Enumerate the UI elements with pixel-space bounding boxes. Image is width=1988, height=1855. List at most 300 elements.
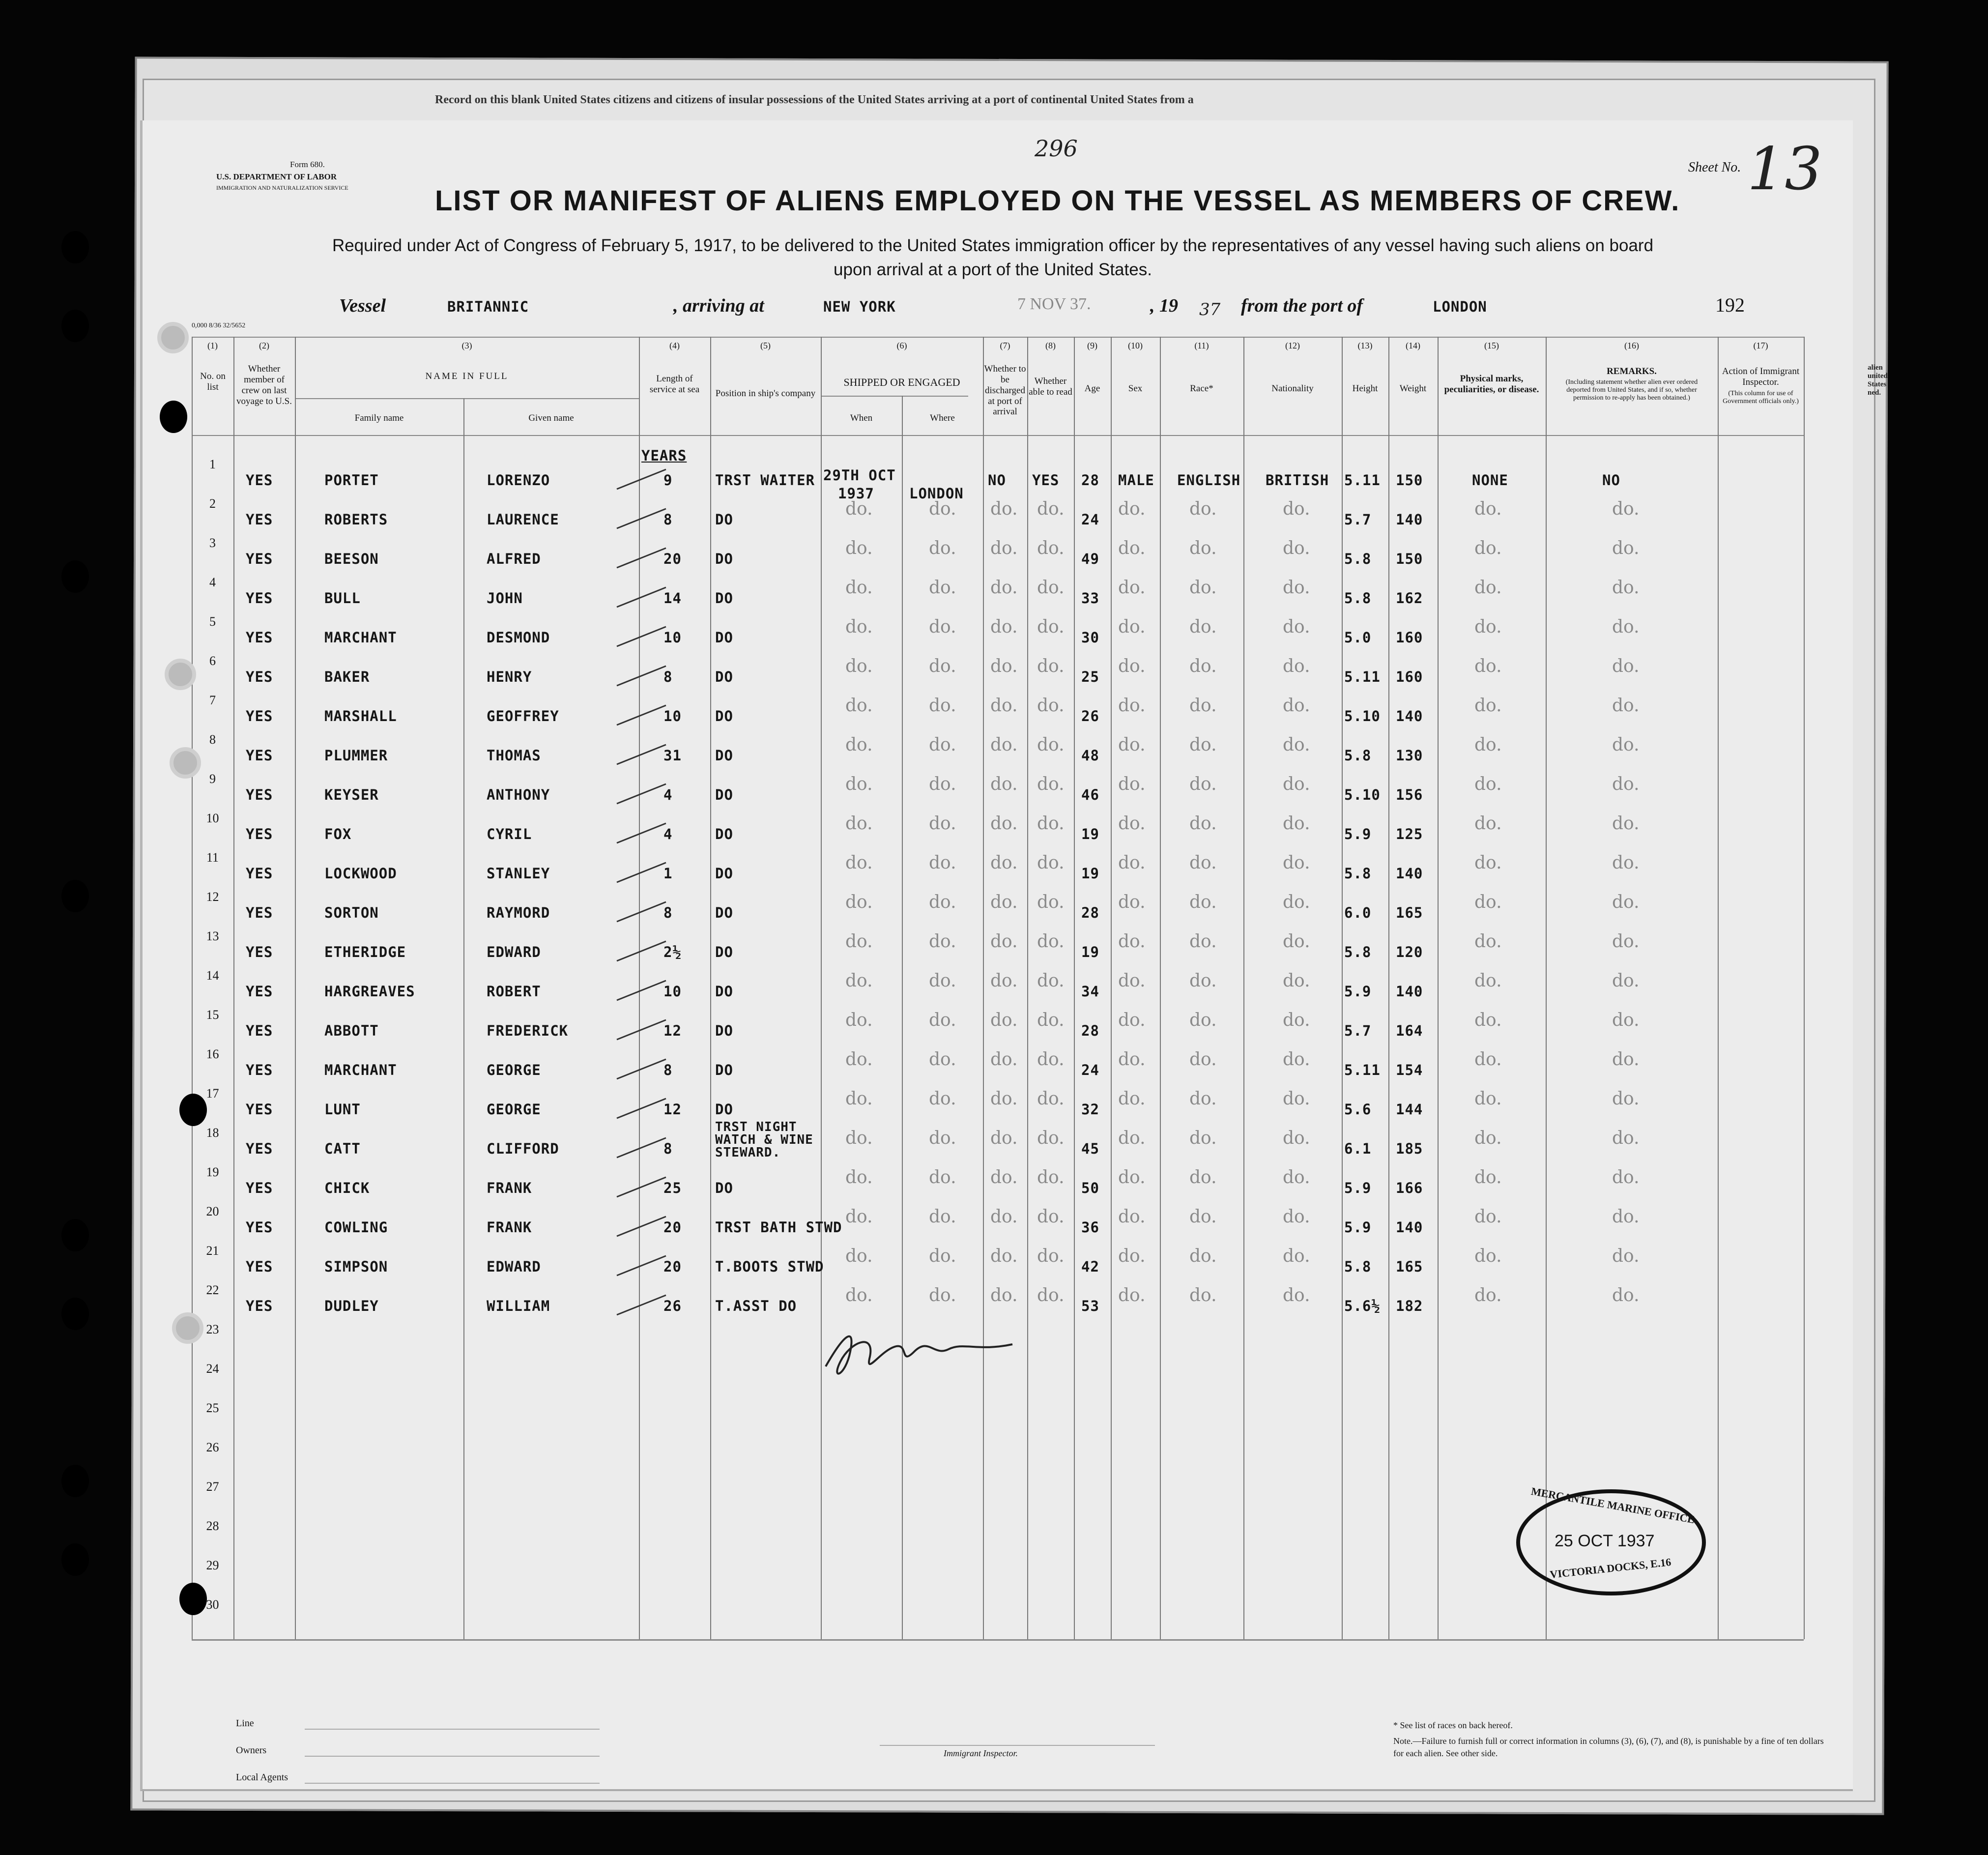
family-name: SORTON — [324, 904, 379, 921]
remarks: NO — [1602, 472, 1620, 489]
binder-ring-2 — [165, 659, 196, 690]
punch-hole-8 — [61, 1465, 89, 1497]
col-label-1: No. on list — [200, 371, 226, 392]
shipped-where-ditto: do. — [929, 774, 956, 794]
given-name: EDWARD — [487, 944, 541, 960]
col-label-10: Sex — [1128, 383, 1143, 394]
able-to-read-ditto: do. — [1037, 1128, 1065, 1148]
age: 19 — [1081, 826, 1099, 842]
nationality-ditto: do. — [1283, 1049, 1310, 1070]
row-number: 27 — [206, 1479, 219, 1494]
service-tick-mark — [614, 1096, 668, 1121]
height: 5.7 — [1344, 511, 1372, 528]
shipped-when-ditto: do. — [845, 1207, 873, 1227]
sex-ditto: do. — [1118, 735, 1146, 755]
crew-last-voyage: YES — [246, 786, 273, 803]
years-label: YEARS — [641, 447, 687, 464]
position: DO — [715, 1180, 733, 1196]
shipped-where-ditto: do. — [929, 1207, 956, 1227]
race-ditto: do. — [1189, 1285, 1217, 1305]
given-name: ROBERT — [487, 983, 541, 1000]
race-ditto: do. — [1189, 1167, 1217, 1188]
shipped-where-ditto: do. — [929, 1246, 956, 1266]
position: DO — [715, 944, 733, 960]
discharged-ditto: do. — [990, 853, 1018, 873]
row-number: 30 — [206, 1597, 219, 1612]
physical-marks-ditto: do. — [1474, 813, 1502, 834]
col-label-13: Height — [1352, 383, 1378, 394]
discharged-ditto: do. — [990, 1089, 1018, 1109]
physical-marks-ditto: do. — [1474, 971, 1502, 991]
col-num-7: (7) — [1000, 341, 1010, 350]
position: DO — [715, 551, 733, 567]
crew-last-voyage: YES — [246, 1101, 273, 1118]
shipped-where-ditto: do. — [929, 1049, 956, 1070]
col-rule-14 — [1243, 337, 1244, 1639]
able-to-read-ditto: do. — [1037, 735, 1065, 755]
height: 5.6 — [1344, 1101, 1372, 1118]
col-rule-13 — [1160, 337, 1161, 1639]
length-of-service: 20 — [663, 1258, 682, 1275]
remarks-ditto: do. — [1612, 696, 1640, 716]
discharged-ditto: do. — [990, 1049, 1018, 1070]
given-name: FRANK — [487, 1180, 532, 1196]
length-of-service: 26 — [663, 1298, 682, 1314]
length-of-service: 8 — [663, 1062, 673, 1078]
age: 34 — [1081, 983, 1099, 1000]
physical-marks-ditto: do. — [1474, 853, 1502, 873]
crew-last-voyage: YES — [246, 590, 273, 607]
col-num-8: (8) — [1045, 341, 1056, 350]
shipped-when-ditto: do. — [845, 931, 873, 952]
col-label-where: Where — [930, 413, 955, 423]
remarks-ditto: do. — [1612, 1128, 1640, 1148]
remarks-ditto: do. — [1612, 735, 1640, 755]
given-name: FRANK — [487, 1219, 532, 1236]
nationality-ditto: do. — [1283, 656, 1310, 676]
header-bottom-rule — [192, 435, 1804, 436]
col-rule-18 — [1546, 337, 1547, 1639]
height: 5.8 — [1344, 944, 1372, 960]
position: DO — [715, 590, 733, 607]
col-label-17: Action of Immigrant Inspector. — [1722, 366, 1800, 387]
family-name: ABBOTT — [324, 1022, 379, 1039]
given-name: JOHN — [487, 590, 523, 607]
row-number: 26 — [206, 1440, 219, 1454]
position: DO — [715, 629, 733, 646]
weight: 160 — [1396, 668, 1423, 685]
remarks-ditto: do. — [1612, 1207, 1640, 1227]
length-of-service: 31 — [663, 747, 682, 764]
height: 6.0 — [1344, 904, 1372, 921]
remarks-ditto: do. — [1612, 1167, 1640, 1188]
row-number: 21 — [206, 1244, 219, 1258]
height: 5.9 — [1344, 983, 1372, 1000]
family-name: ETHERIDGE — [324, 944, 406, 960]
col-label-6: SHIPPED OR ENGAGED — [843, 376, 960, 388]
given-name: HENRY — [487, 668, 532, 685]
punch-hole-7 — [61, 1298, 89, 1330]
col-num-17: (17) — [1753, 341, 1768, 350]
row-number: 7 — [209, 693, 216, 707]
weight: 164 — [1396, 1022, 1423, 1039]
shipped-where-ditto: do. — [929, 892, 956, 912]
col-num-4: (4) — [669, 341, 680, 350]
remarks-ditto: do. — [1612, 1049, 1640, 1070]
discharged-ditto: do. — [990, 813, 1018, 834]
age: 19 — [1081, 865, 1099, 882]
row-number: 6 — [209, 654, 216, 668]
family-name: MARCHANT — [324, 629, 397, 646]
discharged-ditto: do. — [990, 617, 1018, 637]
first-shipped-where: LONDON — [909, 485, 964, 502]
vessel-label: Vessel — [339, 295, 386, 316]
col-label-given: Given name — [528, 413, 574, 423]
race-ditto: do. — [1189, 656, 1217, 676]
physical-marks-ditto: do. — [1474, 578, 1502, 598]
shipped-when-ditto: do. — [845, 1089, 873, 1109]
position: DO — [715, 826, 733, 842]
length-of-service: 9 — [663, 472, 673, 489]
col-num-11: (11) — [1194, 341, 1209, 350]
family-name: PLUMMER — [324, 747, 388, 764]
age: 24 — [1081, 1062, 1099, 1078]
from-port: LONDON — [1433, 298, 1487, 315]
form-service: IMMIGRATION AND NATURALIZATION SERVICE — [216, 184, 348, 191]
given-name: FREDERICK — [487, 1022, 569, 1039]
family-name: SIMPSON — [324, 1258, 388, 1275]
shipped-subheader-rule — [821, 396, 968, 397]
nationality-ditto: do. — [1283, 617, 1310, 637]
service-tick-mark — [614, 664, 668, 688]
row-number: 1 — [209, 457, 216, 471]
position: DO — [715, 983, 733, 1000]
binder-ring-4 — [172, 1312, 203, 1344]
col-rule-11 — [1074, 337, 1075, 1639]
service-tick-mark — [614, 821, 668, 845]
row-number: 5 — [209, 614, 216, 629]
shipped-where-ditto: do. — [929, 931, 956, 952]
remarks-ditto: do. — [1612, 1089, 1640, 1109]
service-tick-mark — [614, 782, 668, 806]
given-name: RAYMORD — [487, 904, 550, 921]
col-num-2: (2) — [259, 341, 269, 350]
first-shipped-date: 29TH OCT — [823, 467, 896, 484]
sex-ditto: do. — [1118, 578, 1146, 598]
crew-last-voyage: YES — [246, 1258, 273, 1275]
discharged-ditto: do. — [990, 578, 1018, 598]
nationality-ditto: do. — [1283, 1246, 1310, 1266]
race-ditto: do. — [1189, 1049, 1217, 1070]
race-ditto: do. — [1189, 735, 1217, 755]
race-ditto: do. — [1189, 971, 1217, 991]
race-ditto: do. — [1189, 617, 1217, 637]
able-to-read-ditto: do. — [1037, 656, 1065, 676]
inspector-signature — [816, 1322, 1022, 1386]
punch-hole-6 — [61, 1219, 89, 1251]
row-number: 4 — [209, 575, 216, 589]
crew-last-voyage: YES — [246, 1180, 273, 1196]
weight: 130 — [1396, 747, 1423, 764]
row-number: 25 — [206, 1401, 219, 1415]
row-number: 19 — [206, 1165, 219, 1179]
given-name: THOMAS — [487, 747, 541, 764]
able-to-read-ditto: do. — [1037, 774, 1065, 794]
footer-agents-label: Local Agents — [236, 1772, 288, 1783]
age: 49 — [1081, 551, 1099, 567]
name-subheader-rule — [295, 398, 639, 399]
col-rule-2 — [233, 337, 234, 1639]
manifest-sheet — [140, 120, 1853, 1791]
position: DO — [715, 511, 733, 528]
service-tick-mark — [614, 1293, 668, 1317]
physical-marks-ditto: do. — [1474, 617, 1502, 637]
height: 5.9 — [1344, 1219, 1372, 1236]
family-name: HARGREAVES — [324, 983, 415, 1000]
nationality-ditto: do. — [1283, 813, 1310, 834]
first-shipped-year: 1937 — [838, 485, 874, 502]
remarks-ditto: do. — [1612, 538, 1640, 558]
shipped-when-ditto: do. — [845, 499, 873, 519]
crew-last-voyage: YES — [246, 904, 273, 921]
able-to-read-ditto: do. — [1037, 578, 1065, 598]
sheet-label: Sheet No. — [1688, 160, 1741, 175]
service-tick-mark — [614, 546, 668, 570]
race-ditto: do. — [1189, 813, 1217, 834]
row-number: 20 — [206, 1204, 219, 1218]
length-of-service: 4 — [663, 786, 673, 803]
stamp-date: 25 OCT 1937 — [1555, 1532, 1655, 1550]
col-rule-10 — [1027, 337, 1028, 1639]
physical-marks-ditto: do. — [1474, 1285, 1502, 1305]
col-label-2: Whether member of crew on last voyage to U.S. — [236, 364, 292, 406]
sex-ditto: do. — [1118, 617, 1146, 637]
page-subtitle: Required under Act of Congress of February 5, 1917, to be delivered to the United States immigration officer by the representatives of any vessel having such aliens on board upon arrival at a port of the United States. — [332, 236, 1654, 279]
service-tick-mark — [614, 467, 668, 492]
row-number: 10 — [206, 811, 219, 825]
length-of-service: 20 — [663, 1219, 682, 1236]
length-of-service: 10 — [663, 629, 682, 646]
race-ditto: do. — [1189, 1207, 1217, 1227]
sex-ditto: do. — [1118, 853, 1146, 873]
footer-inspector-label: Immigrant Inspector. — [944, 1748, 1018, 1758]
given-name: EDWARD — [487, 1258, 541, 1275]
row-number: 13 — [206, 929, 219, 943]
row-number: 12 — [206, 890, 219, 904]
table-bottom-rule — [192, 1639, 1804, 1641]
physical-marks-ditto: do. — [1474, 1049, 1502, 1070]
shipped-when-ditto: do. — [845, 735, 873, 755]
service-tick-mark — [614, 1214, 668, 1239]
physical-marks-ditto: do. — [1474, 538, 1502, 558]
record-number: 192 — [1715, 294, 1745, 316]
col-label-9: Age — [1084, 383, 1100, 394]
crew-last-voyage: YES — [246, 1219, 273, 1236]
crew-last-voyage: YES — [246, 1062, 273, 1078]
nationality-ditto: do. — [1283, 1128, 1310, 1148]
col-rule-9 — [983, 337, 984, 1639]
length-of-service: 25 — [663, 1180, 682, 1196]
length-of-service: 8 — [663, 668, 673, 685]
nationality-ditto: do. — [1283, 696, 1310, 716]
height: 5.10 — [1344, 708, 1381, 725]
shipped-when-ditto: do. — [845, 853, 873, 873]
top-note: Record on this blank United States citizens and citizens of insular possessions of the United States arriving at a port of continental United States from a — [435, 93, 1194, 106]
remarks-ditto: do. — [1612, 1285, 1640, 1305]
able-to-read-ditto: do. — [1037, 971, 1065, 991]
weight: 150 — [1396, 551, 1423, 567]
given-name: GEOFFREY — [487, 708, 559, 725]
race-ditto: do. — [1189, 578, 1217, 598]
crew-last-voyage: YES — [246, 1140, 273, 1157]
physical-marks-ditto: do. — [1474, 774, 1502, 794]
punch-hole-10 — [179, 1094, 207, 1126]
discharged: NO — [988, 472, 1006, 489]
col-label-8: Whether able to read — [1029, 376, 1072, 397]
remarks-ditto: do. — [1612, 813, 1640, 834]
col-label-5: Position in ship's company — [715, 388, 816, 399]
physical-marks-ditto: do. — [1474, 656, 1502, 676]
family-name: BEESON — [324, 551, 379, 567]
weight: 185 — [1396, 1140, 1423, 1157]
col-label-7: Whether to be discharged at port of arrival — [984, 364, 1026, 417]
col-num-10: (10) — [1128, 341, 1143, 350]
shipped-where-ditto: do. — [929, 1010, 956, 1030]
service-tick-mark — [614, 1017, 668, 1042]
sheet-number: 13 — [1747, 135, 1822, 203]
remarks-ditto: do. — [1612, 1010, 1640, 1030]
col-label-4: Length of service at sea — [649, 374, 700, 395]
row-number: 29 — [206, 1558, 219, 1572]
length-of-service: 1 — [663, 865, 673, 882]
col-num-9: (9) — [1087, 341, 1097, 350]
weight: 125 — [1396, 826, 1423, 842]
col-label-3: NAME IN FULL — [425, 371, 509, 381]
position: TRST BATH STWD — [715, 1219, 842, 1236]
nationality: BRITISH — [1266, 472, 1329, 489]
shipped-where-ditto: do. — [929, 617, 956, 637]
service-tick-mark — [614, 978, 668, 1003]
given-name: LORENZO — [487, 472, 550, 489]
race-ditto: do. — [1189, 853, 1217, 873]
arriving-label: , arriving at — [673, 295, 764, 316]
crew-last-voyage: YES — [246, 747, 273, 764]
col-num-13: (13) — [1357, 341, 1373, 350]
length-of-service: 14 — [663, 590, 682, 607]
row-number: 16 — [206, 1047, 219, 1061]
crew-last-voyage: YES — [246, 668, 273, 685]
crew-last-voyage: YES — [246, 472, 273, 489]
sex-ditto: do. — [1118, 892, 1146, 912]
physical-marks-ditto: do. — [1474, 931, 1502, 952]
sex-ditto: do. — [1118, 774, 1146, 794]
able-to-read-ditto: do. — [1037, 892, 1065, 912]
sex-ditto: do. — [1118, 538, 1146, 558]
weight: 165 — [1396, 904, 1423, 921]
nationality-ditto: do. — [1283, 538, 1310, 558]
col-rule-15 — [1342, 337, 1343, 1639]
form-department: U.S. DEPARTMENT OF LABOR — [216, 172, 337, 181]
row-number: 28 — [206, 1519, 219, 1533]
col-num-6: (6) — [896, 341, 907, 350]
vessel-name: BRITANNIC — [447, 298, 529, 315]
shipped-when-ditto: do. — [845, 892, 873, 912]
height: 5.0 — [1344, 629, 1372, 646]
page-title: LIST OR MANIFEST OF ALIENS EMPLOYED ON THE VESSEL AS MEMBERS OF CREW. — [435, 185, 1680, 217]
shipped-when-ditto: do. — [845, 1285, 873, 1305]
position: DO — [715, 786, 733, 803]
position: DO — [715, 747, 733, 764]
remarks-ditto: do. — [1612, 617, 1640, 637]
arrival-port: NEW YORK — [823, 298, 896, 315]
physical-marks: NONE — [1472, 472, 1508, 489]
col-label-15: Physical marks, peculiarities, or disease. — [1444, 374, 1539, 395]
shipped-when-ditto: do. — [845, 656, 873, 676]
col-num-15: (15) — [1484, 341, 1499, 350]
shipped-where-ditto: do. — [929, 1128, 956, 1148]
remarks-ditto: do. — [1612, 853, 1640, 873]
punch-hole-5 — [61, 880, 89, 912]
inspector-rule — [880, 1745, 1155, 1746]
able-to-read-ditto: do. — [1037, 853, 1065, 873]
discharged-ditto: do. — [990, 1128, 1018, 1148]
row-number: 24 — [206, 1362, 219, 1376]
row-number: 2 — [209, 496, 216, 511]
punch-hole-9 — [61, 1543, 89, 1576]
sex-ditto: do. — [1118, 813, 1146, 834]
col-label-family: Family name — [354, 413, 404, 423]
given-name: LAURENCE — [487, 511, 559, 528]
footer-line-rule — [305, 1729, 600, 1730]
weight: 182 — [1396, 1298, 1423, 1314]
race: ENGLISH — [1177, 472, 1241, 489]
service-tick-mark — [614, 899, 668, 924]
footer-owners-label: Owners — [236, 1745, 267, 1756]
service-tick-mark — [614, 1175, 668, 1199]
sex-ditto: do. — [1118, 1089, 1146, 1109]
shipped-when-ditto: do. — [845, 696, 873, 716]
footer-note: Note.—Failure to furnish full or correct information in columns (3), (6), (7), and (8), is punishable by a fine of ten dollars for each alien. See other side. — [1393, 1736, 1824, 1759]
action-note: (This column for use of Government officials only.) — [1723, 390, 1799, 406]
discharged-ditto: do. — [990, 1207, 1018, 1227]
able-to-read-ditto: do. — [1037, 617, 1065, 637]
physical-marks-ditto: do. — [1474, 1089, 1502, 1109]
family-name: KEYSER — [324, 786, 379, 803]
col-rule-12 — [1111, 337, 1112, 1639]
height: 5.7 — [1344, 1022, 1372, 1039]
shipped-where-ditto: do. — [929, 853, 956, 873]
race-ditto: do. — [1189, 538, 1217, 558]
age: 26 — [1081, 708, 1099, 725]
shipped-where-ditto: do. — [929, 578, 956, 598]
row-number: 17 — [206, 1086, 219, 1101]
form-number: Form 680. — [290, 160, 325, 169]
weight: 162 — [1396, 590, 1423, 607]
punch-hole-11 — [179, 1583, 207, 1615]
discharged-ditto: do. — [990, 696, 1018, 716]
crew-last-voyage: YES — [246, 944, 273, 960]
family-name: FOX — [324, 826, 352, 842]
height: 5.8 — [1344, 865, 1372, 882]
col-rule-17 — [1438, 337, 1439, 1639]
col-num-1: (1) — [207, 341, 218, 350]
shipped-where-ditto: do. — [929, 1167, 956, 1188]
length-of-service: 8 — [663, 1140, 673, 1157]
length-of-service: 20 — [663, 551, 682, 567]
sex-ditto: do. — [1118, 971, 1146, 991]
crew-last-voyage: YES — [246, 511, 273, 528]
family-name: BULL — [324, 590, 361, 607]
